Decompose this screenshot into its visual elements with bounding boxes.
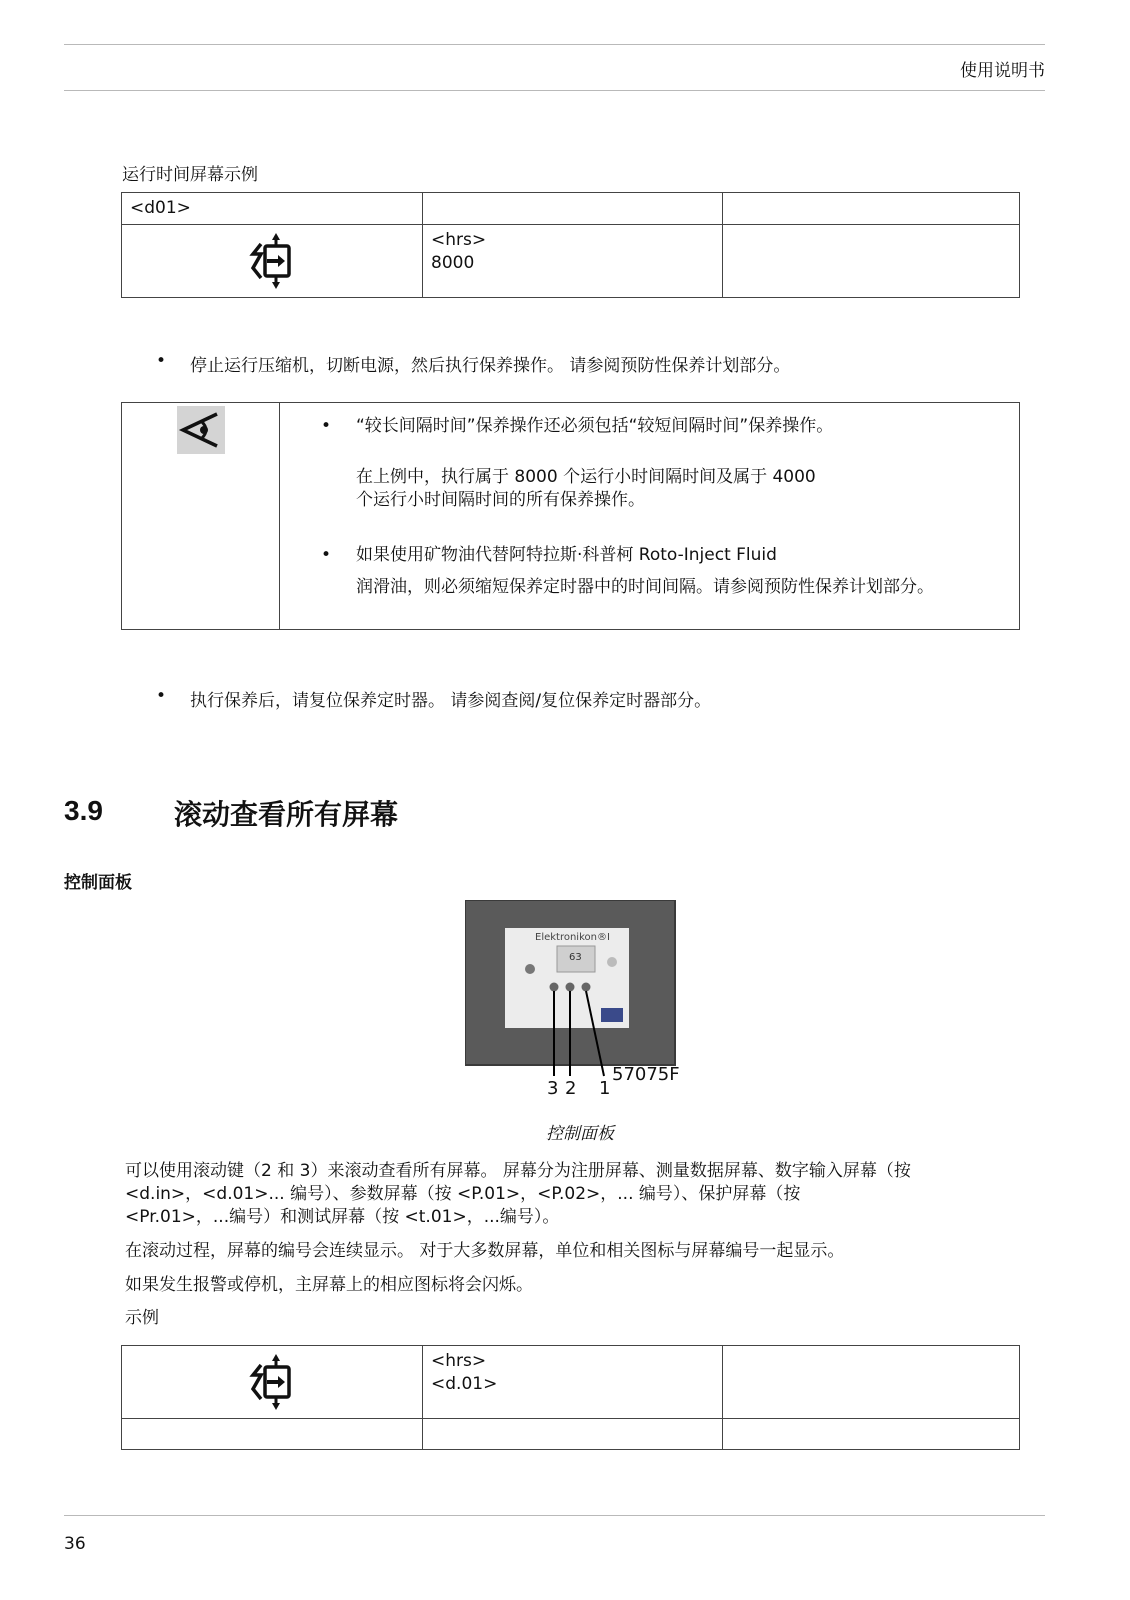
- header-bottom-rule: [64, 90, 1045, 91]
- example-cell-empty-2: [122, 1419, 423, 1450]
- runtime-cell-empty-3: [723, 225, 1020, 298]
- paragraph-2: 在滚动过程，屏幕的编号会连续显示。 对于大多数屏幕，单位和相关图标与屏幕编号一起显示。: [125, 1241, 845, 1261]
- page-number: 36: [64, 1534, 86, 1554]
- example-unit: <hrs>: [431, 1351, 487, 1371]
- example-value: <d.01>: [431, 1374, 498, 1394]
- runtime-cell-icon: [122, 225, 423, 298]
- callout-2: 2: [565, 1078, 577, 1099]
- section-title: 滚动查看所有屏幕: [174, 798, 399, 831]
- note-item2-line2: 润滑油，则必须缩短保养定时器中的时间间隔。请参阅预防性保养计划部分。: [356, 577, 934, 597]
- runtime-cell-empty-2: [723, 193, 1020, 225]
- panel-display-value: 63: [569, 952, 582, 963]
- example-cell-empty-3: [423, 1419, 723, 1450]
- callout-3: 3: [547, 1078, 559, 1099]
- eye-icon: [177, 406, 225, 454]
- paragraph-3: 如果发生报警或停机，主屏幕上的相应图标将会闪烁。: [125, 1275, 533, 1295]
- maintenance-icon: [245, 232, 299, 290]
- note-item2-line1: 如果使用矿物油代替阿特拉斯·科普柯 Roto-Inject Fluid: [356, 545, 777, 565]
- example-cell-icon: [122, 1346, 423, 1419]
- panel-brand: Elektronikon®I: [535, 932, 610, 943]
- example-cell-empty-1: [723, 1346, 1020, 1419]
- runtime-example-table: [121, 192, 1020, 298]
- paragraph-example-label: 示例: [125, 1308, 159, 1328]
- runtime-unit: <hrs>: [431, 230, 487, 250]
- scroll-example-table: [121, 1345, 1020, 1450]
- figure-caption: 控制面板: [546, 1124, 614, 1144]
- runtime-cell-empty-1: [423, 193, 723, 225]
- runtime-cell-value: [423, 225, 723, 298]
- bullet-text: 执行保养后，请复位保养定时器。 请参阅查阅/复位保养定时器部分。: [190, 691, 712, 711]
- header-top-rule: [64, 44, 1045, 45]
- paragraph-1-line-2: <d.in>，<d.01>... 编号）、参数屏幕（按 <P.01>，<P.02>，... 编号）、保护屏幕（按: [125, 1184, 801, 1204]
- note-table: [121, 402, 1020, 630]
- bullet-dot: •: [156, 351, 167, 371]
- bullet-text: 停止运行压缩机，切断电源，然后执行保养操作。 请参阅预防性保养计划部分。: [190, 356, 791, 376]
- example-cell-value: [423, 1346, 723, 1419]
- note-item1: “较长间隔时间”保养操作还必须包括“较短间隔时间”保养操作。: [356, 416, 834, 436]
- callout-1: 1: [599, 1078, 611, 1099]
- note-text-cell: [280, 403, 1020, 630]
- runtime-cell-code: <d01>: [122, 193, 423, 225]
- subheading-control-panel: 控制面板: [64, 873, 132, 893]
- section-number: 3.9: [64, 795, 103, 826]
- note-item1-dot: •: [321, 416, 332, 436]
- note-item2-dot: •: [321, 545, 332, 565]
- paragraph-1-line-3: <Pr.01>，...编号）和测试屏幕（按 <t.01>，...编号）。: [125, 1207, 560, 1227]
- note-icon-cell: [122, 403, 280, 630]
- header-title: 使用说明书: [960, 61, 1045, 81]
- example-cell-empty-4: [723, 1419, 1020, 1450]
- maintenance-icon: [245, 1353, 299, 1411]
- note-item1-detail-2: 个运行小时间隔时间的所有保养操作。: [356, 490, 645, 510]
- paragraph-1-line-1: 可以使用滚动键（2 和 3）来滚动查看所有屏幕。 屏幕分为注册屏幕、测量数据屏幕、数字输入屏幕（按: [125, 1161, 911, 1181]
- bullet-dot: •: [156, 686, 167, 706]
- footer-rule: [64, 1515, 1045, 1516]
- note-item1-detail-1: 在上例中，执行属于 8000 个运行小时间隔时间及属于 4000: [356, 467, 816, 487]
- runtime-example-caption: 运行时间屏幕示例: [122, 165, 258, 185]
- figure-code: 57075F: [612, 1064, 680, 1085]
- control-panel-figure: [465, 900, 685, 1110]
- runtime-value: 8000: [431, 253, 475, 273]
